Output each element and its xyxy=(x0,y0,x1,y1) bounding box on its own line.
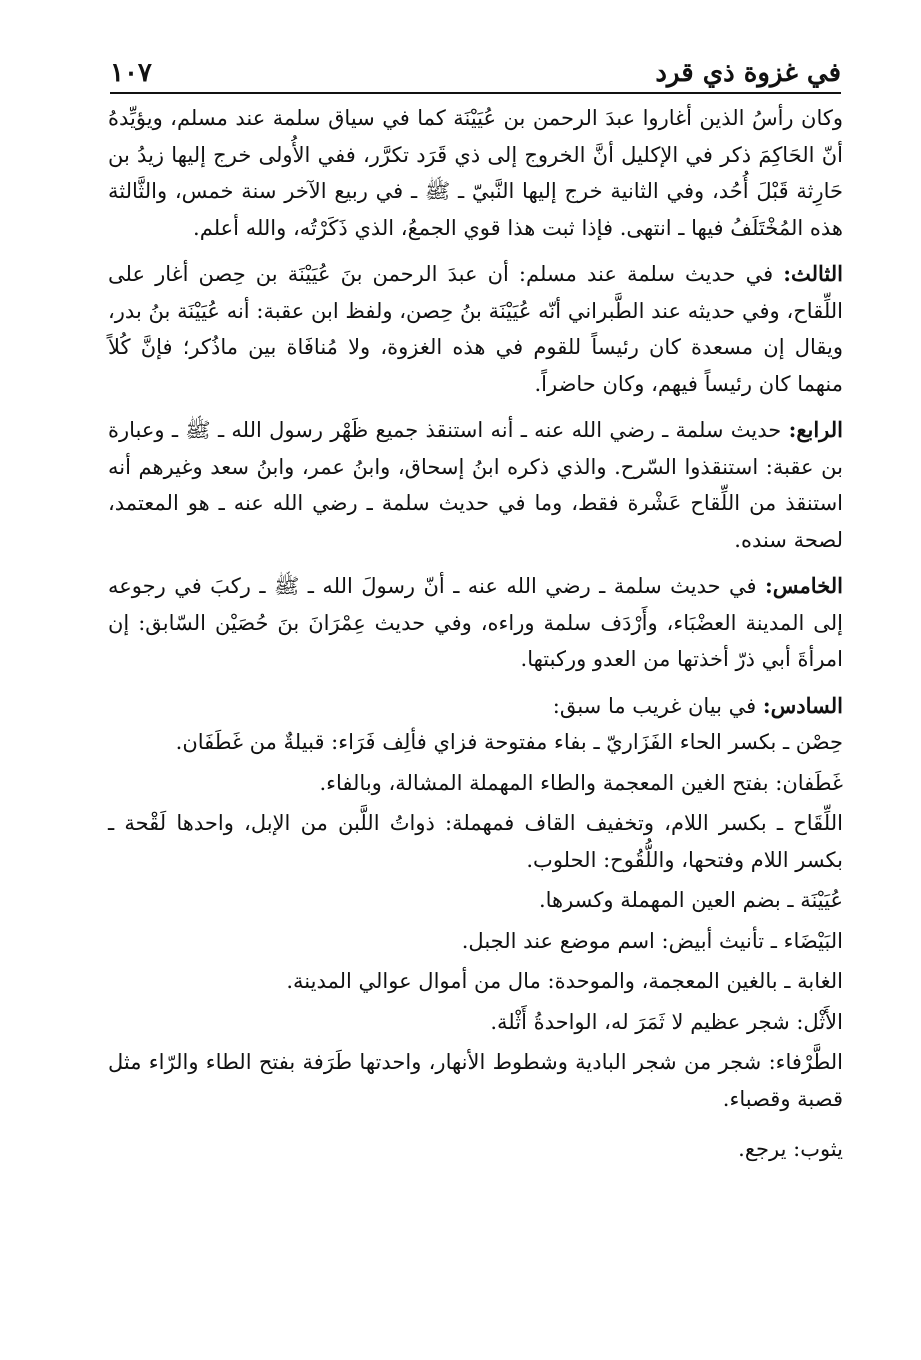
paragraph-fifth xyxy=(108,568,843,678)
paragraph-intro xyxy=(108,100,843,246)
paragraph-text: في حديث سلمة عند مسلم: أن عبدَ الرحمن بنَ عُيَيْنَة بن حِصن أغار على اللِّقاح، وفي حديثه عند الطَّبراني أنّه عُيَيْنَة بنُ حِصن، ولفظ ابن عقبة: أنه عُيَيْنَة بنُ بدر، ويقال إن مسعدة كان رئيساً للقوم في هذه الغزوة، ولا مُنافَاة بين ماذُكر؛ فإنَّ كُلاً منهما كان رئيساً فيهم، وكان حاضراً. xyxy=(108,262,843,396)
glossary-entry: الأَثْل: شجر عظيم لا ثَمَرَ له، الواحدةُ أَثْلة. xyxy=(490,1009,843,1034)
section-label-fifth: الخامس: xyxy=(765,573,843,598)
running-header xyxy=(110,48,841,94)
paragraph-third xyxy=(108,256,843,402)
paragraph-fourth xyxy=(108,412,843,558)
section-label-sixth: السادس: xyxy=(762,692,843,718)
glossary-list xyxy=(108,724,843,1168)
paragraph-text: في بيان غريب ما سبق: xyxy=(552,693,757,718)
glossary-entry: يثوب: يرجع. xyxy=(738,1137,843,1161)
chapter-title: في غزوة ذي قرد xyxy=(655,58,841,88)
glossary-entry: اللِّقَاح ـ بكسر اللام، وتخفيف القاف فمهملة: ذواتُ اللَّبن من الإبل، واحدها لَقْحة ـ بكسر اللام وفتحها، واللُّقُوح: الحلوب. xyxy=(108,811,843,872)
paragraph-text: حديث سلمة ـ رضي الله عنه ـ أنه استنقذ جميع ظَهْر رسول الله ـ ﷺ ـ وعبارة بن عقبة: استنقذوا السّرح. والذي ذكره ابنُ إسحاق، وابنُ عمر، وابنُ سعد وغيرهم أنه استنقذ من اللِّقاح عَشْرة فقط، وما في حديث سلمة ـ رضي الله عنه ـ هو المعتمد، لصحة سنده. xyxy=(108,418,843,552)
glossary-entry: غَطَفان: بفتح الغين المعجمة والطاء المهملة المشالة، وبالفاء. xyxy=(319,770,843,795)
glossary-entry: عُيَيْنَة ـ بضم العين المهملة وكسرها. xyxy=(538,888,843,912)
page-body xyxy=(108,100,843,1172)
page-number: ١٠٧ xyxy=(110,58,152,88)
paragraph-text: في حديث سلمة ـ رضي الله عنه ـ أنّ رسولَ الله ـ ﷺ ـ ركبَ في رجوعه إلى المدينة العضْبَاء، وأَرْدَف سلمة وراءه، وفي حديث عِمْرَانَ بنَ حُصَيْن السّابق: إن امرأةَ أبي ذرّ أخذتها من العدو وركبتها. xyxy=(108,574,843,671)
glossary-entry: البَيْضَاء ـ تأنيث أبيض: اسم موضع عند الجبل. xyxy=(461,928,843,953)
glossary-entry: الطَّرْفاء: شجر من شجر البادية وشطوط الأنهار، واحدتها طَرَفة بفتح الطاء والرّاء مثل قصبة وقصباء. xyxy=(108,1050,843,1111)
paragraph-text: وكان رأسُ الذين أغاروا عبدَ الرحمن بن عُيَيْنَة كما في سياق سلمة عند مسلم، ويؤيِّدهُ أنّ الحَاكِمَ ذكر في الإكليل أنَّ الخروج إلى ذي قَرَد تكرَّر، ففي الأُولى خرج إليها زيدُ بن حَارِثة قَبْلَ أُحُد، وفي الثانية خرج إليها النَّبيّ ـ ﷺ ـ في ربيع الآخر سنة خمس، والثَّالثة هذه المُخْتَلَفُ فيها ـ انتهى. فإذا ثبت هذا قوي الجمعُ، الذي ذَكَرْتُه، والله أعلم. xyxy=(108,106,843,240)
section-label-fourth: الرابع: xyxy=(788,417,843,442)
section-label-third: الثالث: xyxy=(783,261,843,286)
glossary-entry: حِصْن ـ بكسر الحاء الفَزَاريّ ـ بفاء مفتوحة فزاي فألِف فَرَاء: قبيلةٌ من غَطَفَان. xyxy=(175,730,843,754)
glossary-entry: الغابة ـ بالغين المعجمة، والموحدة: مال من أموال عوالي المدينة. xyxy=(286,969,843,993)
paragraph-sixth xyxy=(108,688,843,725)
